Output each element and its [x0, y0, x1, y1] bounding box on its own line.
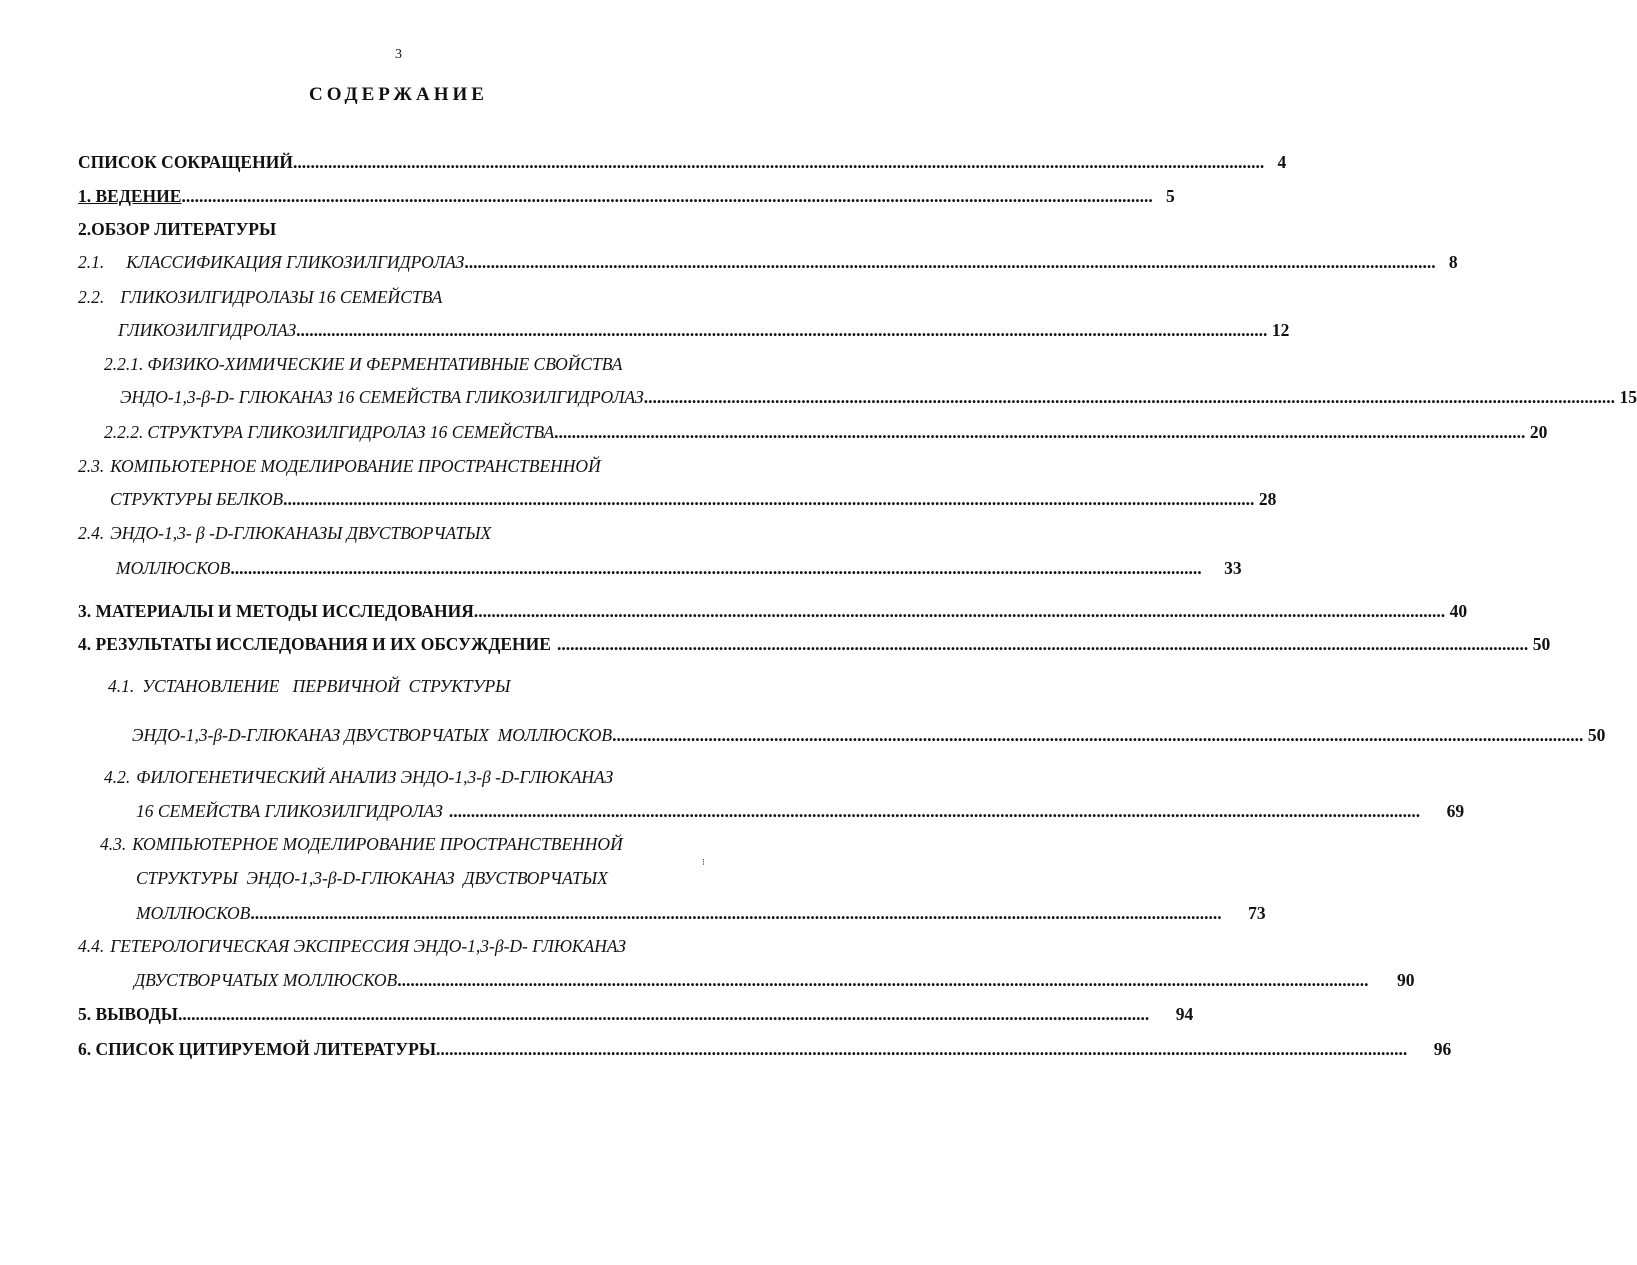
- toc-entry-number: 4.2.: [104, 767, 131, 787]
- toc-entry-4-1-cont[interactable]: [132, 725, 1606, 747]
- toc-entry-text: УСТАНОВЛЕНИЕ ПЕРВИЧНОЙ СТРУКТУРЫ: [142, 676, 511, 696]
- toc-entry-text: ЭНДО-1,3- β -D-ГЛЮКАНАЗЫ ДВУСТВОРЧАТЫХ: [110, 523, 492, 543]
- toc-leader: [464, 252, 1435, 272]
- toc-entry-text: МОЛЛЮСКОВ: [136, 903, 251, 923]
- toc-leader: [283, 489, 1254, 509]
- toc-entry-references[interactable]: [78, 1039, 1452, 1061]
- toc-title: СОДЕРЖАНИЕ: [309, 84, 488, 105]
- toc-entry-page: 8: [1448, 252, 1458, 272]
- toc-entry-page: 12: [1271, 320, 1290, 340]
- toc-entry-number: 2.4.: [78, 523, 105, 543]
- toc-entry-text: ГЛИКОЗИЛГИДРОЛАЗ: [118, 320, 297, 340]
- toc-entry-text: СТРУКТУРЫ БЕЛКОВ: [110, 489, 284, 509]
- toc-entry-methods[interactable]: [78, 601, 1468, 623]
- toc-entry-text: 3. МАТЕРИАЛЫ И МЕТОДЫ ИССЛЕДОВАНИЯ: [78, 601, 474, 621]
- scan-artifact-mark: ⁝: [702, 857, 705, 867]
- toc-entry-page: 28: [1258, 489, 1277, 509]
- page-number: 3: [395, 47, 402, 62]
- toc-entry-text: КОМПЬЮТЕРНОЕ МОДЕЛИРОВАНИЕ ПРОСТРАНСТВЕННОЙ: [132, 834, 623, 854]
- toc-entry-text: ГЛИКОЗИЛГИДРОЛАЗЫ 16 СЕМЕЙСТВА: [120, 287, 443, 307]
- toc-entry-number: 2.2.1.: [104, 354, 144, 374]
- toc-leader: [436, 1039, 1407, 1059]
- toc-entry-page: 5: [1165, 186, 1175, 206]
- toc-entry-text: 4. РЕЗУЛЬТАТЫ ИССЛЕДОВАНИЯ И ИХ ОБСУЖДЕНИЕ: [78, 634, 551, 654]
- toc-entry-2-4[interactable]: [78, 523, 718, 545]
- toc-leader: [554, 422, 1525, 442]
- toc-entry-text: ЭНДО-1,3-β-D-ГЛЮКАНАЗ ДВУСТВОРЧАТЫХ МОЛЛЮСКОВ: [132, 725, 613, 745]
- toc-entry-number: 2.3.: [78, 456, 105, 476]
- toc-entry-text: 2.ОБЗОР ЛИТЕРАТУРЫ: [78, 219, 277, 239]
- toc-entry-number: 4.1.: [108, 676, 135, 696]
- toc-entry-text: СТРУКТУРЫ ЭНДО-1,3-β-D-ГЛЮКАНАЗ ДВУСТВОРЧАТЫХ: [136, 868, 608, 888]
- toc-entry-2-2-2[interactable]: [104, 422, 1548, 444]
- toc-entry-4-4[interactable]: [78, 936, 719, 958]
- toc-entry-number: 2.2.: [78, 287, 105, 307]
- toc-entry-2-1[interactable]: [78, 252, 1458, 274]
- toc-entry-results[interactable]: [78, 634, 1551, 656]
- toc-entry-text: 1. ВЕДЕНИЕ: [78, 186, 182, 206]
- toc-entry-text: 6. СПИСОК ЦИТИРУЕМОЙ ЛИТЕРАТУРЫ: [78, 1039, 437, 1059]
- toc-leader: [230, 558, 1201, 578]
- toc-leader: [449, 801, 1420, 821]
- toc-entry-4-3-cont-2[interactable]: [136, 903, 1266, 925]
- toc-entry-2-2-cont[interactable]: [118, 320, 1290, 342]
- toc-entry-page: 4: [1277, 152, 1287, 172]
- toc-leader: [644, 387, 1615, 407]
- toc-entry-page: 94: [1175, 1004, 1194, 1024]
- toc-entry-abbreviations[interactable]: [78, 152, 1287, 174]
- toc-entry-2-3-cont[interactable]: [110, 489, 1277, 511]
- toc-entry-page: 50: [1532, 634, 1551, 654]
- toc-entry-page: 15: [1619, 387, 1637, 407]
- toc-entry-4-2-cont[interactable]: [136, 801, 1465, 823]
- toc-entry-page: 20: [1529, 422, 1548, 442]
- toc-entry-4-1[interactable]: [108, 676, 719, 698]
- toc-entry-2-2-1-cont[interactable]: [120, 387, 1637, 409]
- toc-leader: [557, 634, 1528, 654]
- toc-leader: [296, 320, 1267, 340]
- toc-entry-2-2[interactable]: [78, 287, 718, 309]
- toc-entry-text: КЛАССИФИКАЦИЯ ГЛИКОЗИЛГИДРОЛАЗ: [126, 252, 465, 272]
- toc-entry-number: 4.4.: [78, 936, 105, 956]
- toc-leader: [178, 1004, 1149, 1024]
- toc-entry-text: МОЛЛЮСКОВ: [116, 558, 231, 578]
- toc-entry-number: 2.2.2.: [104, 422, 144, 442]
- toc-entry-text: 5. ВЫВОДЫ: [78, 1004, 178, 1024]
- toc-leader: [397, 970, 1368, 990]
- toc-entry-4-2[interactable]: [104, 767, 719, 789]
- toc-entry-page: 50: [1587, 725, 1606, 745]
- toc-entry-text: ФИЛОГЕНЕТИЧЕСКИЙ АНАЛИЗ ЭНДО-1,3-β -D-ГЛЮКАНАЗ: [136, 767, 614, 787]
- toc-entry-2-2-1[interactable]: [104, 354, 719, 376]
- toc-entry-text: ДВУСТВОРЧАТЫХ МОЛЛЮСКОВ: [134, 970, 398, 990]
- toc-entry-text: ФИЗИКО-ХИМИЧЕСКИЕ И ФЕРМЕНТАТИВНЫЕ СВОЙСТВА: [147, 354, 623, 374]
- toc-entry-text: СПИСОК СОКРАЩЕНИЙ: [78, 152, 293, 172]
- toc-entry-page: 40: [1449, 601, 1468, 621]
- toc-entry-2-3[interactable]: [78, 456, 718, 478]
- toc-entry-text: КОМПЬЮТЕРНОЕ МОДЕЛИРОВАНИЕ ПРОСТРАНСТВЕННОЙ: [110, 456, 601, 476]
- toc-leader: [181, 186, 1152, 206]
- toc-entry-page: 90: [1396, 970, 1415, 990]
- toc-entry-conclusions[interactable]: [78, 1004, 1194, 1026]
- toc-entry-introduction[interactable]: [78, 186, 1175, 208]
- toc-entry-page: 73: [1248, 903, 1266, 923]
- toc-leader: [293, 152, 1264, 172]
- toc-leader: [250, 903, 1221, 923]
- toc-entry-4-4-cont[interactable]: [134, 970, 1415, 992]
- toc-entry-number: 4.3.: [100, 834, 127, 854]
- toc-entry-literature-review[interactable]: [78, 219, 718, 241]
- toc-entry-text: 16 СЕМЕЙСТВА ГЛИКОЗИЛГИДРОЛАЗ: [136, 801, 443, 821]
- toc-entry-text: ЭНДО-1,3-β-D- ГЛЮКАНАЗ 16 СЕМЕЙСТВА ГЛИКОЗИЛГИДРОЛАЗ: [120, 387, 644, 407]
- toc-entry-page: 33: [1224, 558, 1242, 578]
- toc-entry-4-3[interactable]: [100, 834, 719, 856]
- toc-entry-text: СТРУКТУРА ГЛИКОЗИЛГИДРОЛАЗ 16 СЕМЕЙСТВА: [147, 422, 555, 442]
- toc-entry-page: 96: [1433, 1039, 1452, 1059]
- toc-leader: [612, 725, 1583, 745]
- toc-entry-text: ГЕТЕРОЛОГИЧЕСКАЯ ЭКСПРЕССИЯ ЭНДО-1,3-β-D- ГЛЮКАНАЗ: [110, 936, 626, 956]
- toc-entry-4-3-cont-1[interactable]: [136, 868, 719, 890]
- toc-leader: [474, 601, 1445, 621]
- toc-entry-page: 69: [1446, 801, 1465, 821]
- toc-entry-number: 2.1.: [78, 252, 105, 272]
- toc-entry-2-4-cont[interactable]: [116, 558, 1242, 580]
